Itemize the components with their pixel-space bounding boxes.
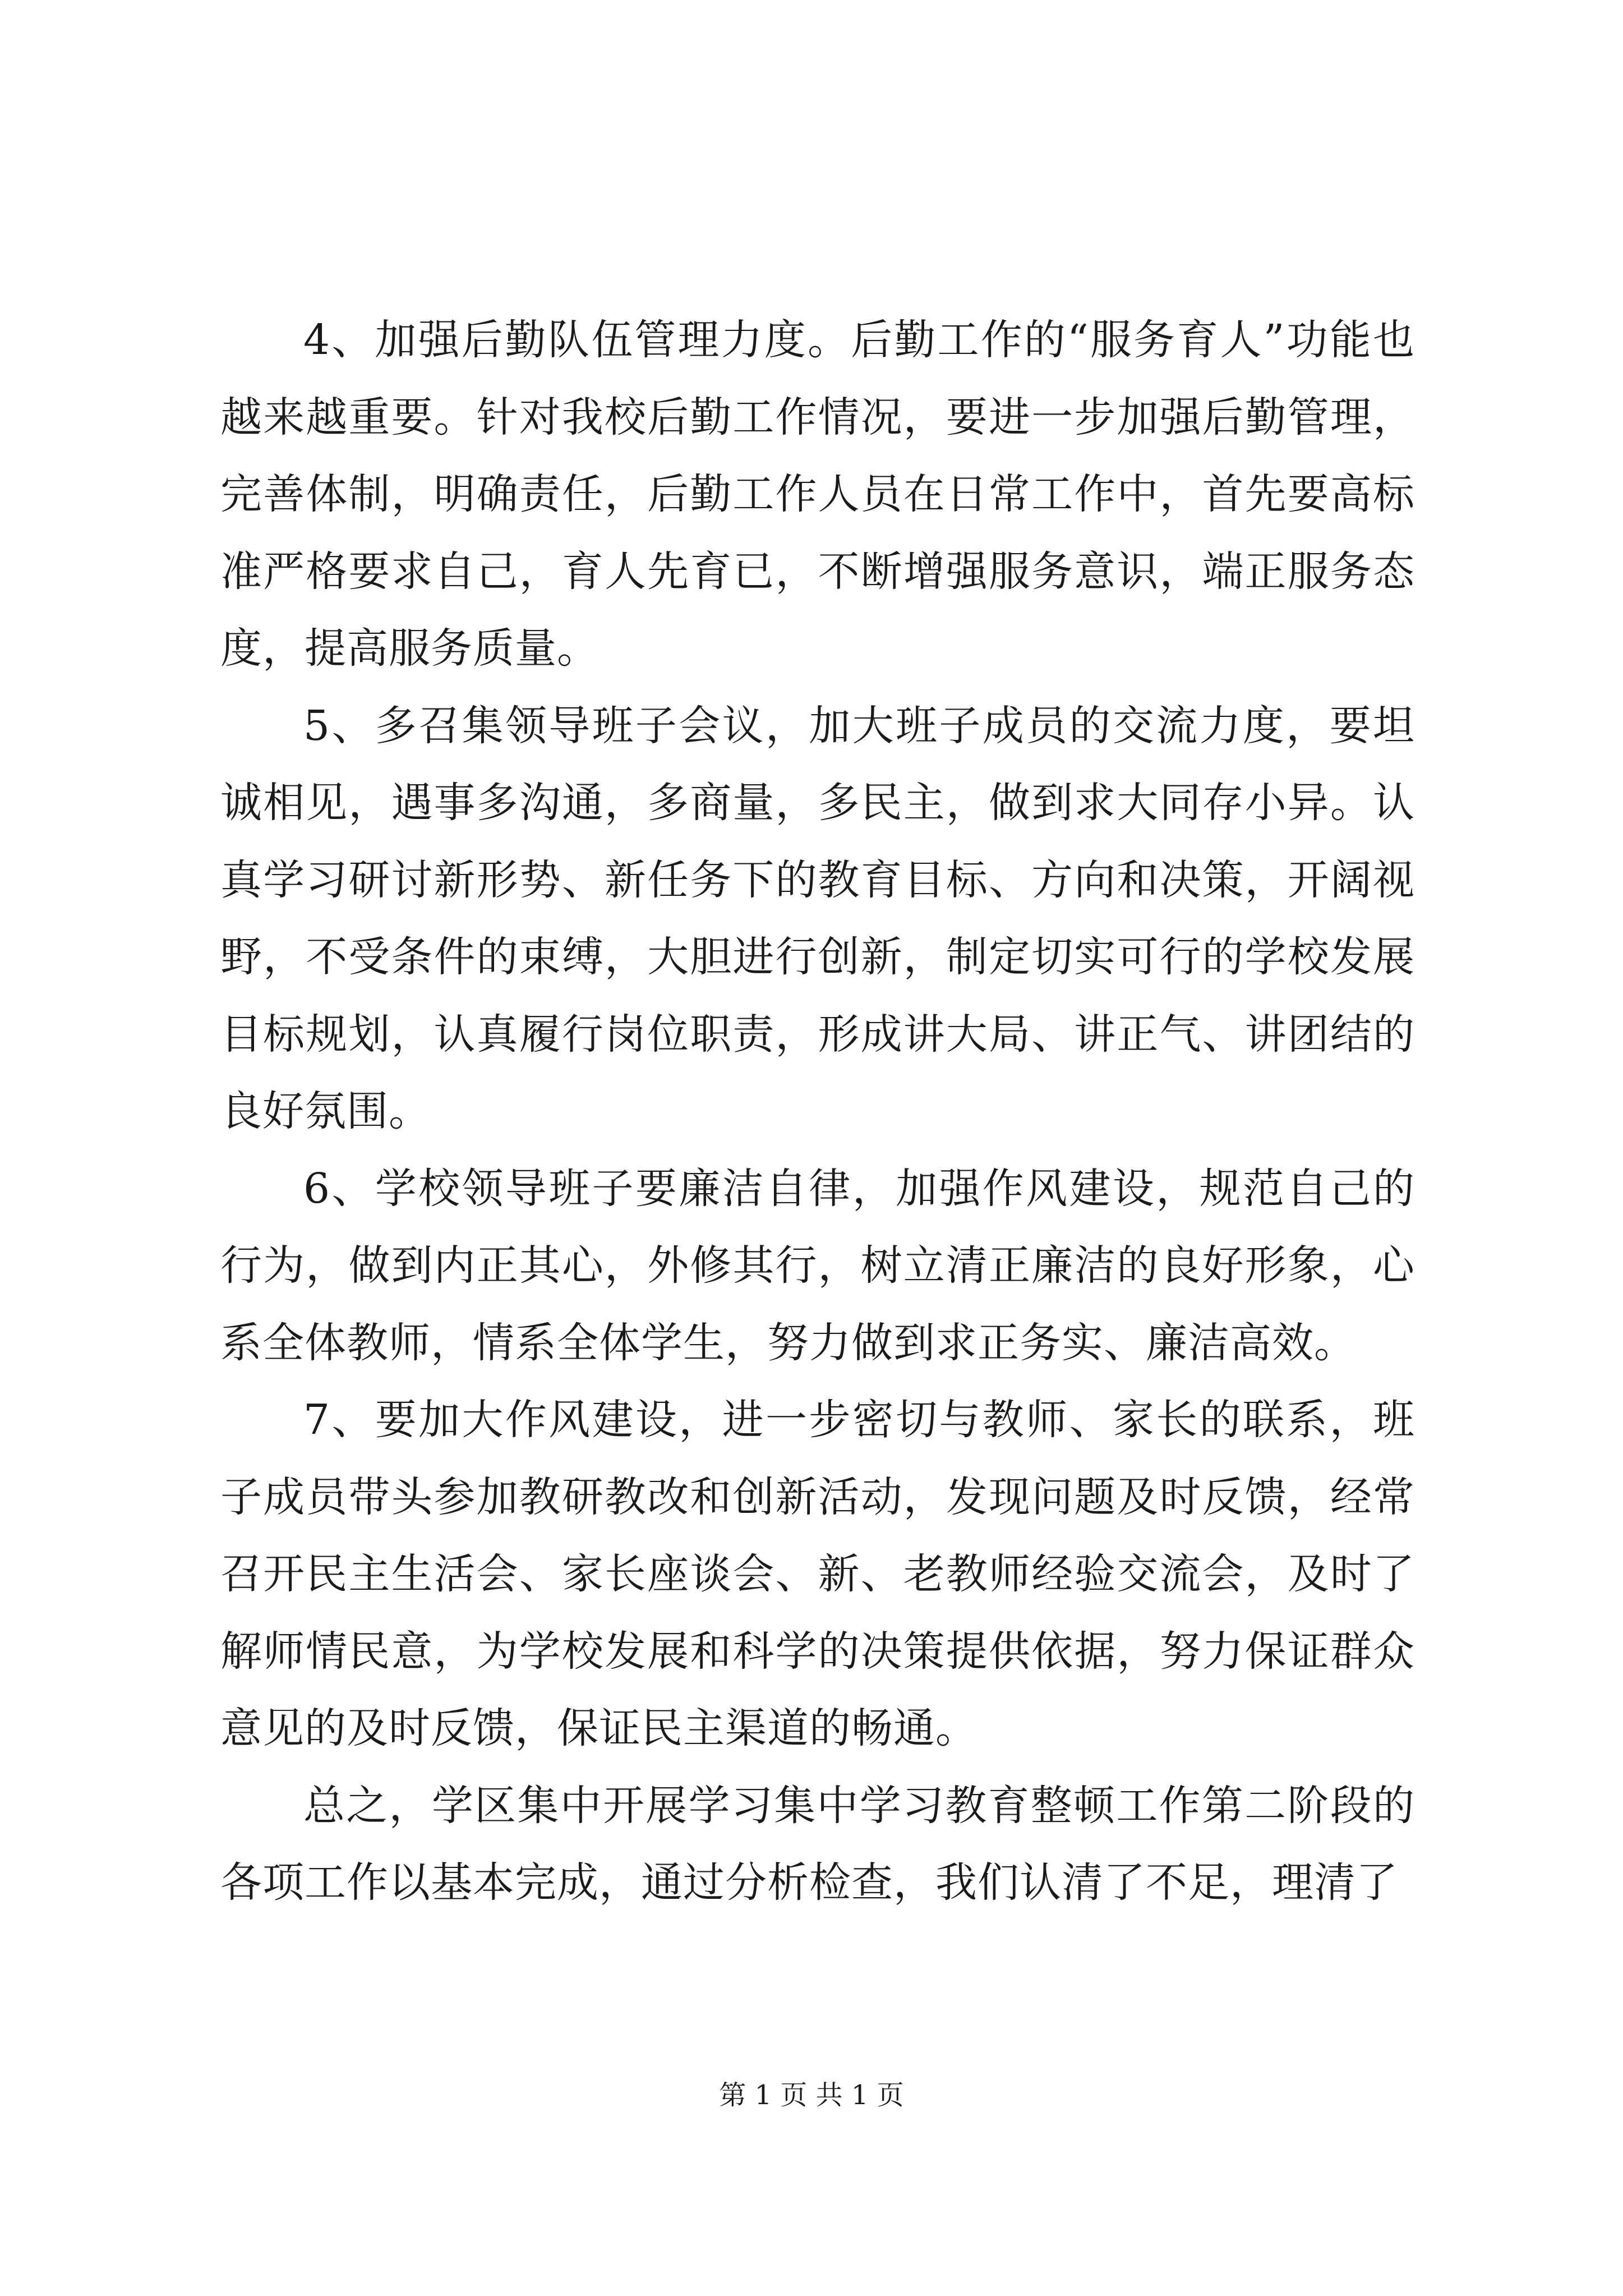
paragraph-5-leadership-meetings: 5、多召集领导班子会议，加大班子成员的交流力度，要坦诚相见，遇事多沟通，多商量，多民主，做到求大同存小异。认真学习研讨新形势、新任务下的教育目标、方向和决策，开阔视野，不受条件的束缚，大胆进行创新，制定切实可行的学校发展目标规划，认真履行岗位职责，形成讲大局、讲正气、讲团结的良好氛围。 — [220, 701, 1415, 1135]
paragraph-7-work-style: 7、要加大作风建设，进一步密切与教师、家长的联系，班子成员带头参加教研教改和创新活动，发现问题及时反馈，经常召开民主生活会、家长座谈会、新、老教师经验交流会，及时了解师情民意，为学校发展和科学的决策提供依据，努力保证群众意见的及时反馈，保证民主渠道的畅通。 — [220, 1396, 1415, 1752]
page-footer: 第 1 页 共 1 页 — [719, 2079, 904, 2111]
paragraph-6-integrity: 6、学校领导班子要廉洁自律，加强作风建设，规范自己的行为，做到内正其心，外修其行，树立清正廉洁的良好形象，心系全体教师，情系全体学生，努力做到求正务实、廉洁高效。 — [220, 1164, 1415, 1367]
document-body — [220, 302, 1415, 1922]
paragraph-4-logistics: 4、加强后勤队伍管理力度。后勤工作的“服务育人”功能也越来越重要。针对我校后勤工作情况，要进一步加强后勤管理，完善体制，明确责任，后勤工作人员在日常工作中，首先要高标准严格要求自己，育人先育已，不断增强服务意识，端正服务态度，提高服务质量。 — [220, 316, 1415, 673]
paragraph-summary: 总之，学区集中开展学习集中学习教育整顿工作第二阶段的各项工作以基本完成，通过分析检查，我们认清了不足，理清了 — [220, 1781, 1415, 1907]
